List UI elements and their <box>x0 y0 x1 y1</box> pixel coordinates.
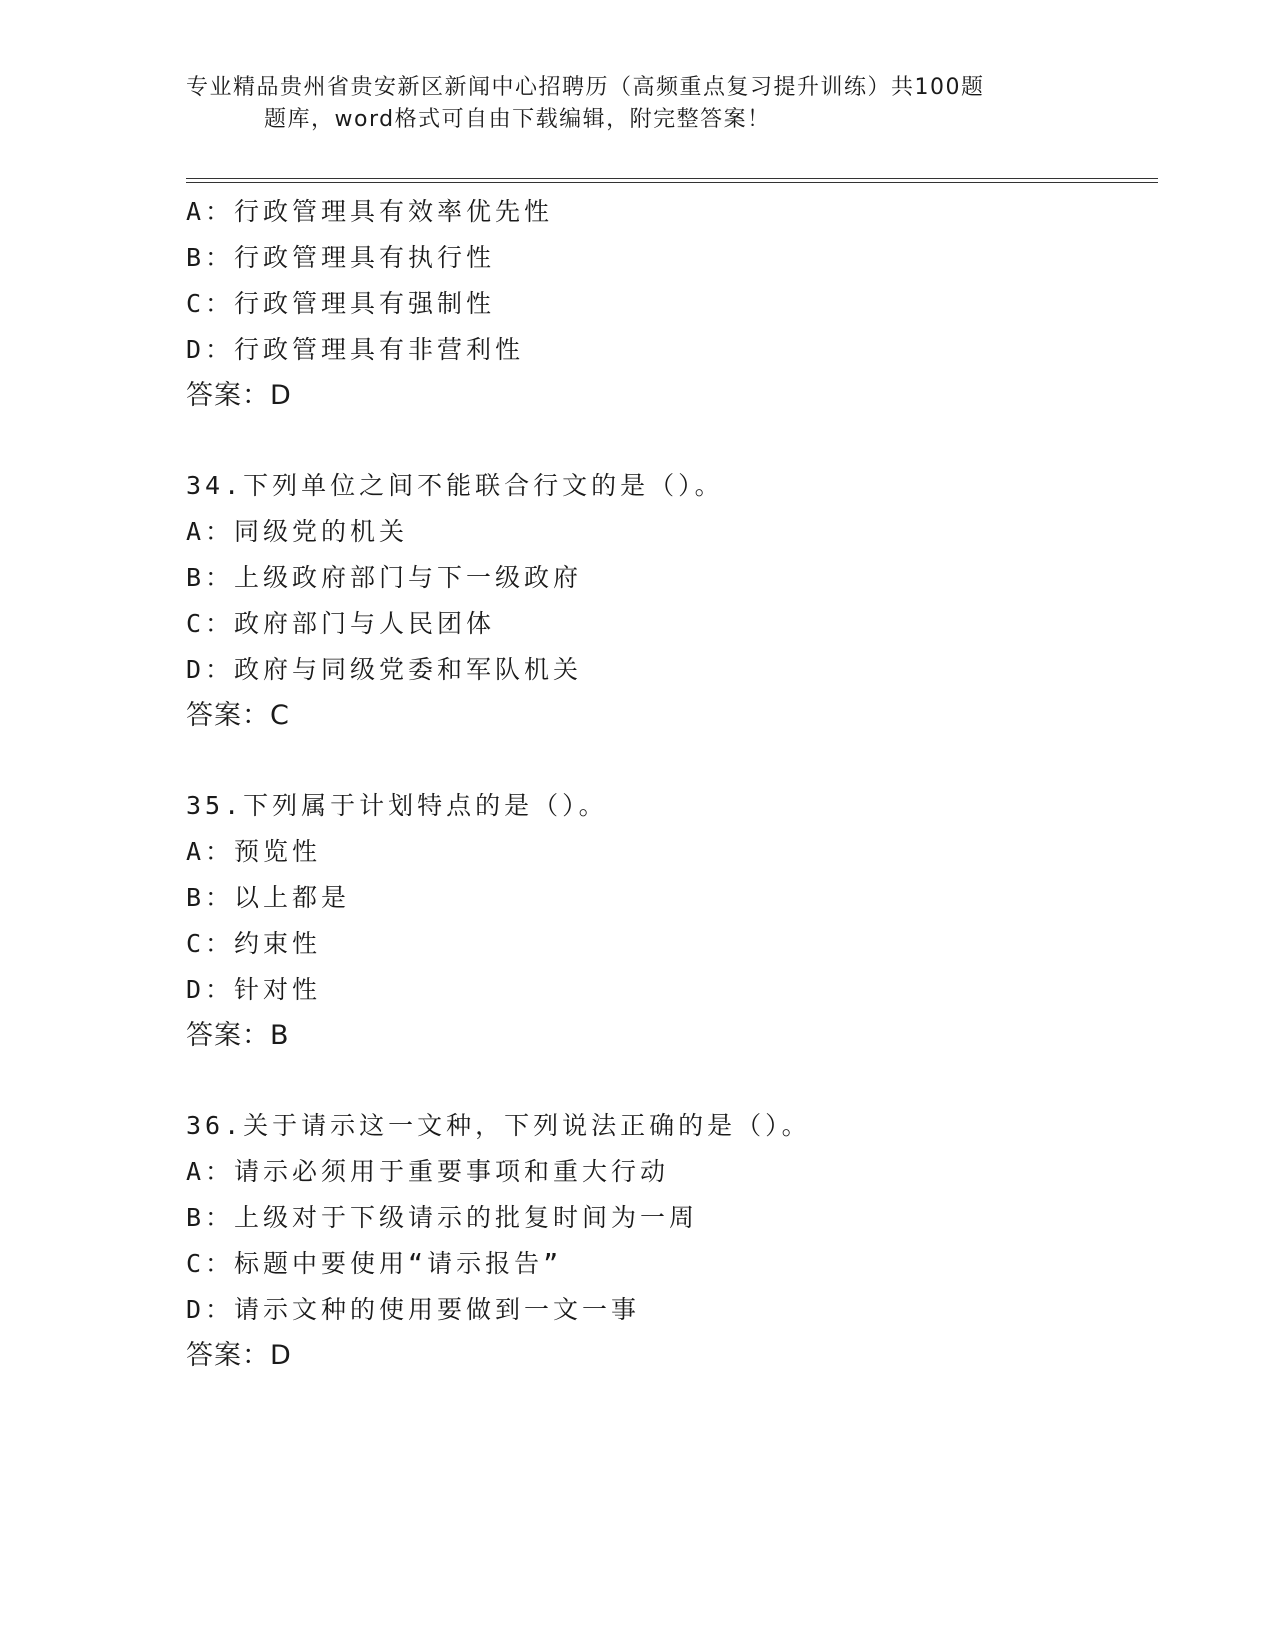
option-c: C：约束性 <box>186 929 322 958</box>
option-b: B：上级政府部门与下一级政府 <box>186 563 583 592</box>
option-b: B：以上都是 <box>186 883 351 912</box>
header-title-line-2: 题库，word格式可自由下载编辑，附完整答案！ <box>264 107 771 132</box>
document-header <box>186 72 1046 136</box>
header-title-line-1: 专业精品贵州省贵安新区新闻中心招聘历（高频重点复习提升训练）共100题 <box>186 75 985 100</box>
option-a: A：行政管理具有效率优先性 <box>186 197 554 226</box>
option-d: D：政府与同级党委和军队机关 <box>186 655 583 684</box>
question-35 <box>186 783 1158 1059</box>
option-c: C：行政管理具有强制性 <box>186 289 496 318</box>
spacer <box>186 1059 1158 1103</box>
answer-line: 答案：D <box>186 380 292 411</box>
option-a: A：预览性 <box>186 837 322 866</box>
option-a: A：请示必须用于重要事项和重大行动 <box>186 1157 670 1186</box>
answer-line: 答案：B <box>186 1020 290 1051</box>
option-d: D：针对性 <box>186 975 322 1004</box>
question-stem: 35.下列属于计划特点的是（）。 <box>186 791 608 820</box>
option-d: D：请示文种的使用要做到一文一事 <box>186 1295 641 1324</box>
question-33-continued <box>186 189 1158 419</box>
option-b: B：行政管理具有执行性 <box>186 243 496 272</box>
option-d: D：行政管理具有非营利性 <box>186 335 525 364</box>
question-36 <box>186 1103 1158 1379</box>
question-stem: 36.关于请示这一文种，下列说法正确的是（）。 <box>186 1111 811 1140</box>
option-c: C：标题中要使用“请示报告” <box>186 1249 563 1278</box>
option-a: A：同级党的机关 <box>186 517 409 546</box>
question-34 <box>186 463 1158 739</box>
question-list <box>186 189 1158 1379</box>
question-stem: 34.下列单位之间不能联合行文的是（）。 <box>186 471 724 500</box>
option-c: C：政府部门与人民团体 <box>186 609 496 638</box>
answer-line: 答案：C <box>186 700 290 731</box>
spacer <box>186 419 1158 463</box>
spacer <box>186 739 1158 783</box>
option-b: B：上级对于下级请示的批复时间为一周 <box>186 1203 699 1232</box>
header-divider <box>186 178 1158 183</box>
answer-line: 答案：D <box>186 1340 292 1371</box>
